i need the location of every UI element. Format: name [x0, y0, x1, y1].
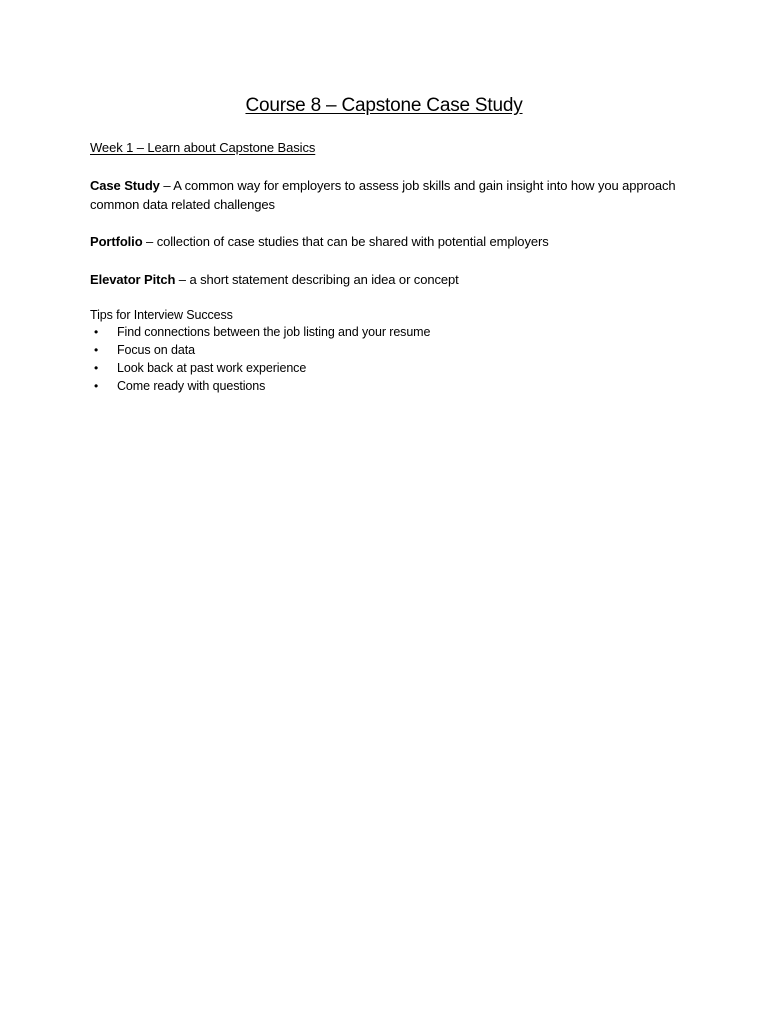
list-item-text: Look back at past work experience — [117, 361, 307, 375]
definition-term: Case Study — [90, 178, 160, 193]
definition-portfolio — [90, 232, 690, 251]
definition-elevator-pitch — [90, 270, 690, 289]
tips-heading: Tips for Interview Success — [90, 308, 233, 322]
definition-separator: – — [159, 178, 174, 193]
week-heading: Week 1 – Learn about Capstone Basics — [90, 140, 316, 155]
bullet-icon: • — [93, 379, 99, 393]
list-item-text: Come ready with questions — [117, 379, 266, 393]
list-item — [90, 323, 430, 341]
list-item-text: Focus on data — [117, 343, 195, 357]
definition-case-study — [90, 176, 680, 214]
definition-term: Portfolio — [90, 234, 143, 249]
definition-text: collection of case studies that can be shared with potential employers — [156, 234, 549, 249]
bullet-icon: • — [93, 343, 99, 357]
list-item — [90, 359, 430, 377]
bullet-icon: • — [93, 361, 99, 375]
list-item — [90, 377, 430, 395]
bullet-icon: • — [93, 325, 99, 339]
tips-list — [90, 323, 430, 395]
list-item-text: Find connections between the job listing and your resume — [117, 325, 431, 339]
definition-term: Elevator Pitch — [90, 272, 176, 287]
list-item — [90, 341, 430, 359]
definition-text: A common way for employers to assess job skills and gain insight into how you approach common data related challenges — [90, 178, 676, 212]
document-title: Course 8 – Capstone Case Study — [245, 95, 523, 116]
definition-separator: – — [175, 272, 190, 287]
definition-text: a short statement describing an idea or concept — [189, 272, 459, 287]
definition-separator: – — [142, 234, 157, 249]
